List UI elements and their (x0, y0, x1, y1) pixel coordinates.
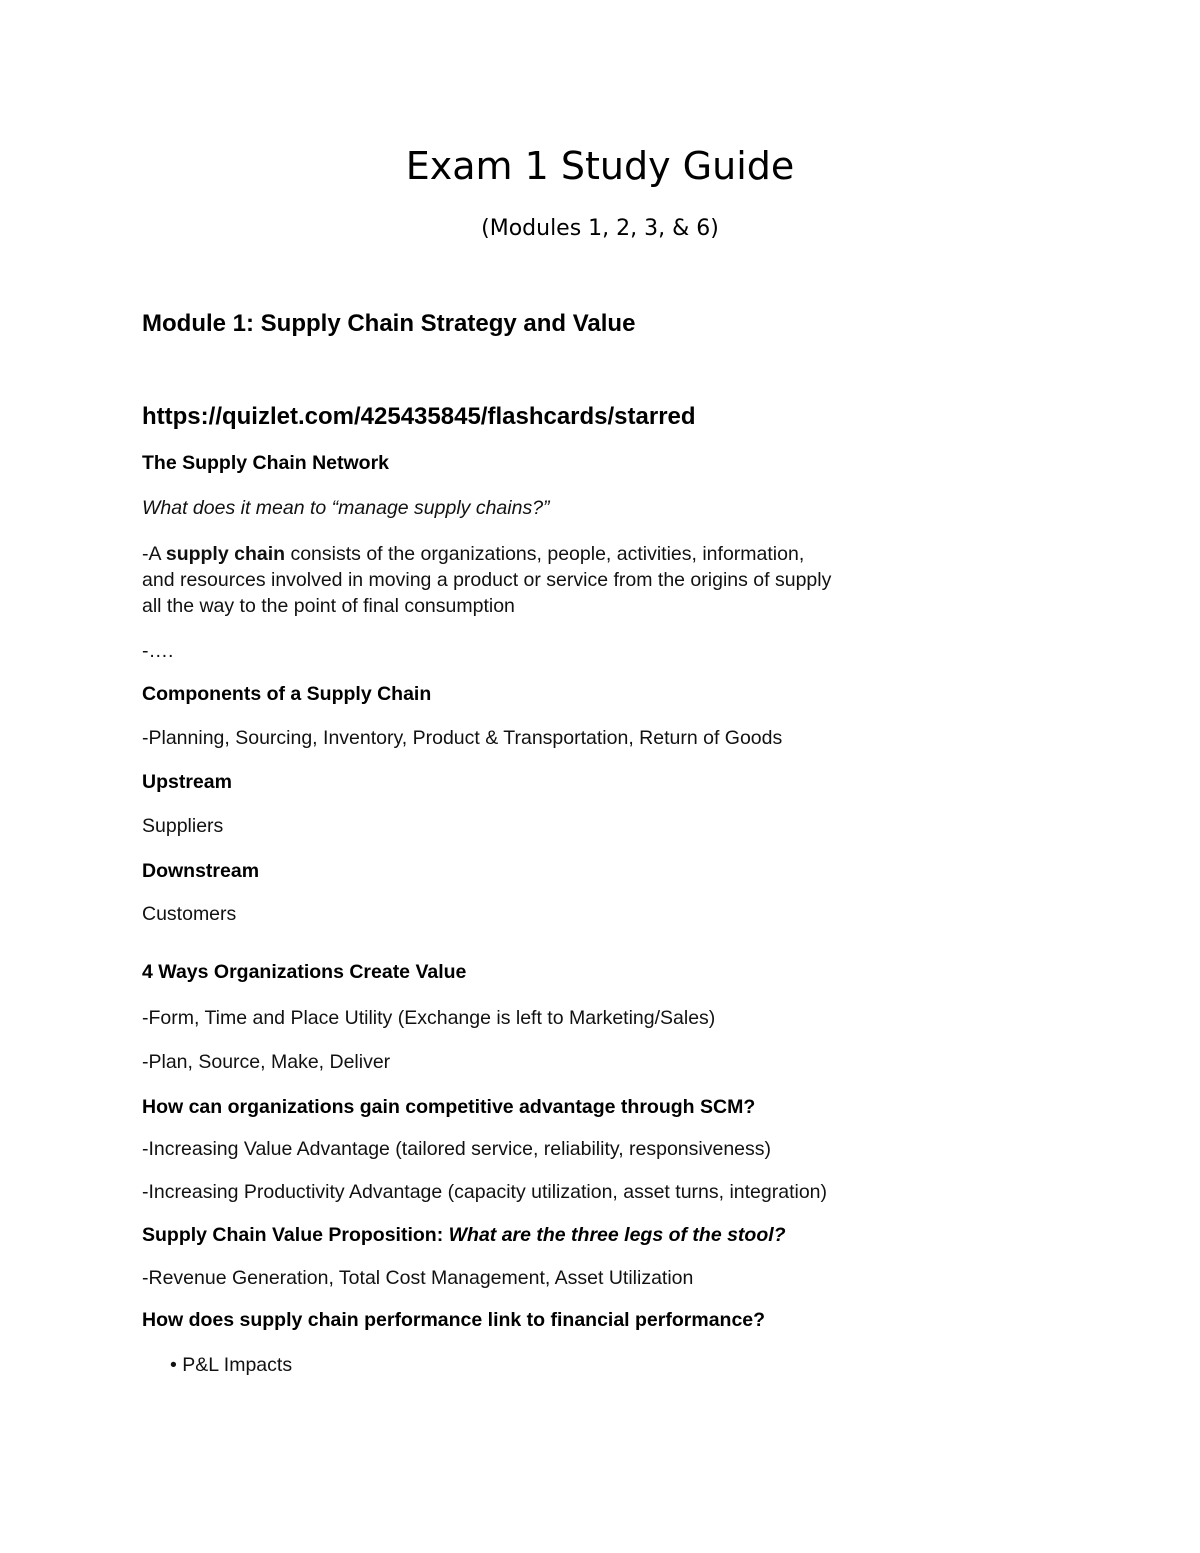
proposition-heading (142, 1224, 786, 1247)
value-text-1: -Form, Time and Place Utility (Exchange is left to Marketing/Sales) (142, 1007, 716, 1029)
upstream-text: Suppliers (142, 815, 224, 837)
proposition-label: Supply Chain Value Proposition: (142, 1224, 449, 1246)
ellipsis-text: -…. (142, 640, 174, 662)
definition-line-1 (142, 541, 922, 567)
advantage-text-1: -Increasing Value Advantage (tailored service, reliability, responsiveness) (142, 1138, 772, 1160)
definition-prefix: -A (142, 543, 166, 565)
financial-bullet: • P&L Impacts (170, 1354, 293, 1376)
supply-chain-definition (142, 541, 922, 619)
components-text: -Planning, Sourcing, Inventory, Product & Transportation, Return of Goods (142, 727, 783, 749)
quizlet-link[interactable]: https://quizlet.com/425435845/flashcards/starred (142, 403, 696, 430)
advantage-heading: How can organizations gain competitive advantage through SCM? (142, 1096, 756, 1118)
proposition-text: -Revenue Generation, Total Cost Management, Asset Utilization (142, 1267, 694, 1289)
proposition-question: What are the three legs of the stool? (448, 1224, 786, 1246)
definition-line-1-rest: consists of the organizations, people, activities, information, (285, 543, 805, 565)
financial-heading: How does supply chain performance link to financial performance? (142, 1309, 766, 1331)
network-question: What does it mean to “manage supply chains?” (142, 497, 550, 519)
page-title: Exam 1 Study Guide (405, 144, 795, 188)
value-text-2: -Plan, Source, Make, Deliver (142, 1051, 391, 1073)
definition-line-3: all the way to the point of final consumption (142, 595, 515, 617)
downstream-text: Customers (142, 903, 237, 925)
downstream-heading: Downstream (142, 860, 260, 882)
definition-line-2: and resources involved in moving a product or service from the origins of supply (142, 569, 832, 591)
definition-term: supply chain (165, 543, 286, 565)
advantage-text-2: -Increasing Productivity Advantage (capacity utilization, asset turns, integration) (142, 1181, 828, 1203)
components-heading: Components of a Supply Chain (142, 683, 432, 705)
value-heading: 4 Ways Organizations Create Value (142, 961, 467, 983)
network-heading: The Supply Chain Network (142, 452, 390, 474)
page-subtitle: (Modules 1, 2, 3, & 6) (481, 216, 719, 241)
module-heading: Module 1: Supply Chain Strategy and Value (142, 310, 636, 337)
upstream-heading: Upstream (142, 771, 232, 793)
